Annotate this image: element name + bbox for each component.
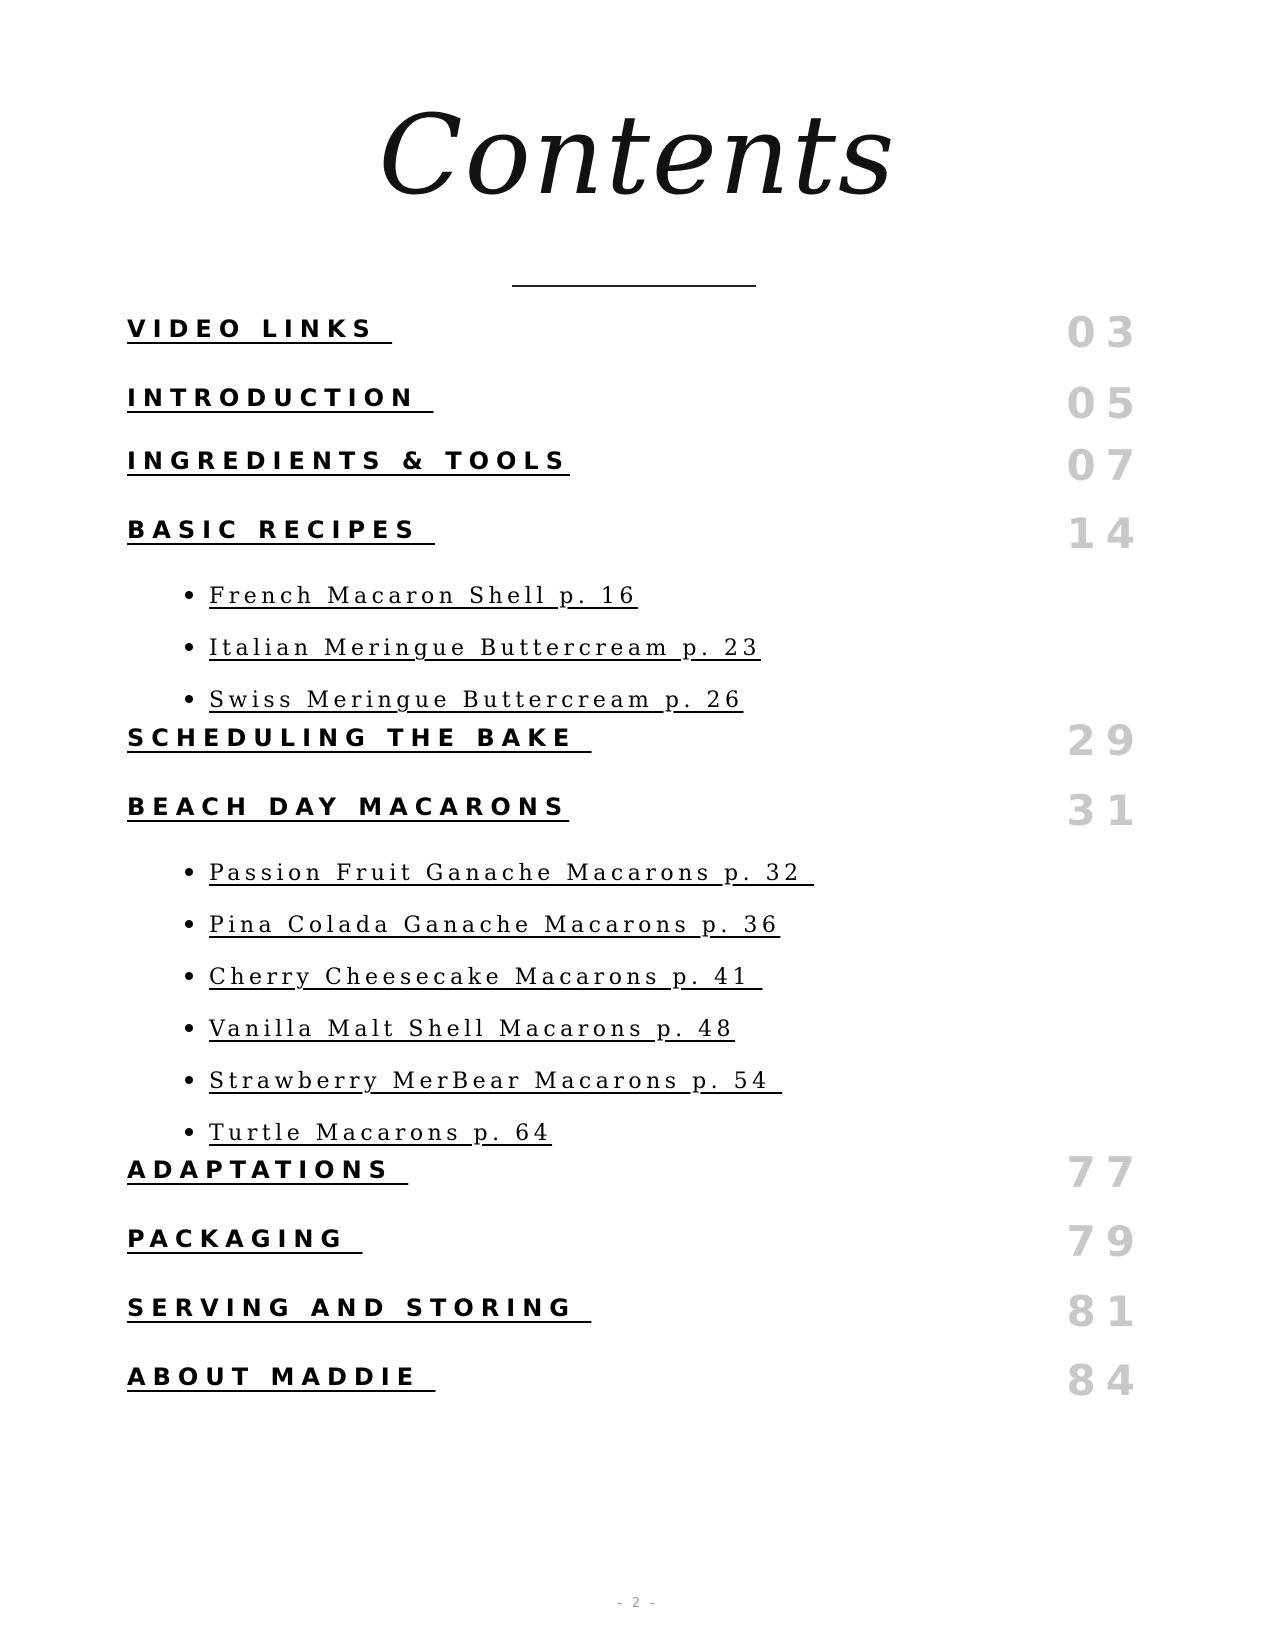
toc-subitem-link[interactable]: Strawberry MerBear Macarons p. 54 [208,1069,783,1094]
toc-page-number: 79 [1066,1217,1145,1266]
toc-subitem-link[interactable]: French Macaron Shell p. 16 [208,584,638,609]
toc-subitem-link[interactable]: Passion Fruit Ganache Macarons p. 32 [208,861,815,886]
toc-section-basic-recipes[interactable]: BASIC RECIPES [127,516,436,544]
title-area [0,40,1275,240]
page-footer: - 2 - [617,1596,658,1611]
toc-page-number: 81 [1066,1287,1145,1336]
toc-section-serving-and-storing[interactable]: SERVING AND STORING [127,1294,592,1322]
bullet-icon [185,591,193,599]
toc-subitem-link[interactable]: Vanilla Malt Shell Macarons p. 48 [208,1017,736,1042]
bullet-icon [185,695,193,703]
bullet-icon [185,643,193,651]
toc-section-video-links[interactable]: VIDEO LINKS [127,315,393,343]
bullet-icon [185,868,193,876]
toc-subitem-link[interactable]: Cherry Cheesecake Macarons p. 41 [208,965,763,990]
toc-section-adaptations[interactable]: ADAPTATIONS [127,1156,409,1184]
title-divider [512,285,756,287]
toc-page-number: 14 [1066,509,1145,558]
bullet-icon [185,972,193,980]
toc-subitem-link[interactable]: Swiss Meringue Buttercream p. 26 [208,688,744,713]
toc-section-about-maddie[interactable]: ABOUT MADDIE [127,1363,436,1391]
toc-subitem-link[interactable]: Pina Colada Ganache Macarons p. 36 [208,913,781,938]
toc-section-packaging[interactable]: PACKAGING [127,1225,363,1253]
toc-page-number: 03 [1066,308,1145,357]
toc-page-number: 07 [1066,441,1145,490]
bullet-icon [185,920,193,928]
toc-page-number: 31 [1066,786,1145,835]
toc-page-number: 05 [1066,379,1145,428]
bullet-icon [185,1076,193,1084]
bullet-icon [185,1024,193,1032]
page-title: Contents [378,91,897,219]
toc-subitem-link[interactable]: Italian Meringue Buttercream p. 23 [208,636,761,661]
toc-section-scheduling-the-bake[interactable]: SCHEDULING THE BAKE [127,724,592,752]
bullet-icon [185,1128,193,1136]
toc-section-introduction[interactable]: INTRODUCTION [127,384,434,412]
toc-section-ingredients-tools[interactable]: INGREDIENTS & TOOLS [127,447,570,475]
toc-page-number: 84 [1066,1356,1145,1405]
toc-page-number: 77 [1066,1148,1145,1197]
toc-subitem-link[interactable]: Turtle Macarons p. 64 [208,1121,553,1146]
toc-section-beach-day-macarons[interactable]: BEACH DAY MACARONS [127,793,570,821]
toc-page-number: 29 [1066,716,1145,765]
